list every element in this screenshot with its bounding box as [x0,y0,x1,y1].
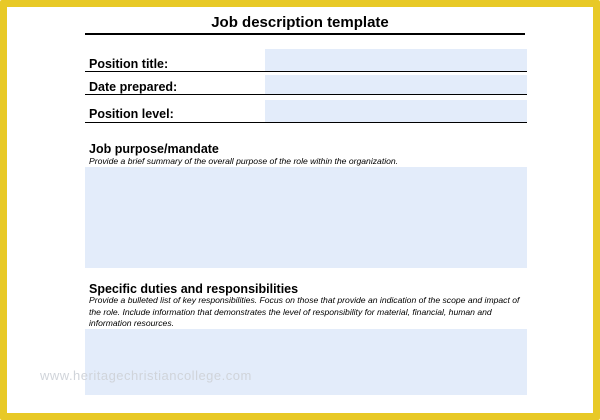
field-rule [85,71,527,72]
position-title-label: Position title: [89,57,169,71]
job-purpose-textarea[interactable] [85,167,527,268]
position-level-field[interactable] [265,100,527,122]
duties-description: Provide a bulleted list of key responsibilities. Focus on those that provide an indication of the scope and impact of the role. Include information that demonstrates the level of responsibility for material, financial, human and information resources. [89,295,520,328]
job-purpose-heading: Job purpose/mandate [89,142,219,156]
position-level-label: Position level: [89,107,174,121]
duties-heading: Specific duties and responsibilities [89,282,299,296]
title-underline [85,33,525,35]
position-title-field[interactable] [265,49,527,71]
field-rule [85,122,527,123]
job-purpose-description: Provide a brief summary of the overall purpose of the role within the organization. [89,156,399,166]
watermark-text: www.heritagechristiancollege.com [40,368,252,383]
duties-textarea[interactable] [85,329,527,395]
field-rule [85,94,527,95]
date-prepared-field[interactable] [265,75,527,94]
date-prepared-label: Date prepared: [89,80,178,94]
document-title: Job description template [211,14,389,31]
